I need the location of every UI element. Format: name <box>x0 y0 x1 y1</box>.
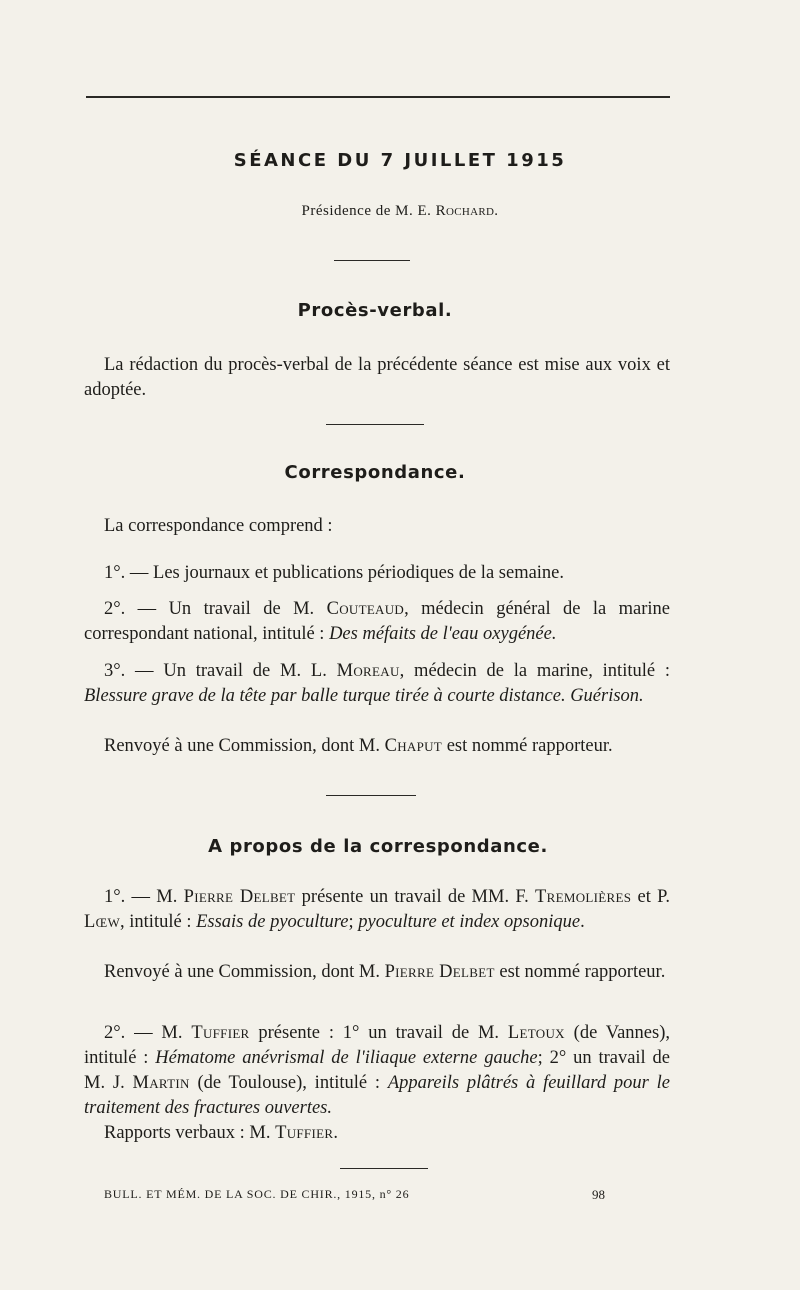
correspondance-item-3-referral <box>84 734 670 759</box>
work-title: Appareils plâtrés à feuillard pour le traitement des fractures ouvertes. <box>84 1073 670 1118</box>
rapporteur-name: Tuffier <box>275 1123 334 1143</box>
a-propos-item-1 <box>84 885 670 935</box>
work-title: Des méfaits de l'eau oxygénée. <box>329 624 557 644</box>
text-run: 2°. — Un travail de M. <box>104 599 327 619</box>
correspondance-intro: La correspondance comprend : <box>104 516 333 536</box>
a-propos-item-2 <box>84 1021 670 1121</box>
correspondance-item-2 <box>84 597 670 647</box>
author-name: Martin <box>132 1073 190 1093</box>
separator-rule <box>326 424 424 425</box>
author-name: Moreau <box>336 661 400 681</box>
text-run: 1°. — M. <box>104 887 184 907</box>
text-run: présente : 1° un travail de M. <box>249 1023 508 1043</box>
work-title: Essais de pyoculture <box>196 912 349 932</box>
presidence-prefix: Présidence de M. E. <box>301 203 436 219</box>
proces-verbal-text: La rédaction du procès-verbal de la précédente séance est mise aux voix et adoptée. <box>84 355 670 400</box>
footer-citation: BULL. ET MÉM. DE LA SOC. DE CHIR., 1915, n° 26 <box>104 1187 410 1201</box>
text-run: . <box>580 912 585 932</box>
text-run: Renvoyé à une Commission, dont M. <box>104 962 385 982</box>
separator-rule <box>334 260 410 261</box>
separator-rule <box>326 795 416 796</box>
presidence-suffix: . <box>494 203 499 219</box>
author-name: Pierre Delbet <box>183 887 296 907</box>
text-run: et P. <box>631 887 670 907</box>
a-propos-heading: A propos de la correspondance. <box>208 836 548 857</box>
text-run: ; <box>348 912 359 932</box>
page-number: 98 <box>592 1187 605 1202</box>
work-title: Blessure grave de la tête par balle turque tirée à courte distance. Guérison. <box>84 686 644 706</box>
text-run: ; 2° un travail de M. J. <box>84 1048 670 1093</box>
rapporteur-name: Chaput <box>384 736 443 756</box>
presidence-line <box>0 203 800 220</box>
author-name: Couteaud <box>326 599 405 619</box>
author-name: Tuffier <box>191 1023 250 1043</box>
presidence-name: Rochard <box>435 203 495 219</box>
top-rule <box>86 96 670 98</box>
seance-title: SÉANCE DU 7 JUILLET 1915 <box>233 150 567 171</box>
text-run: 3°. — Un travail de M. L. <box>104 661 337 681</box>
proces-verbal-heading: Procès-verbal. <box>297 300 453 321</box>
work-title: pyoculture et index opsonique <box>358 912 581 932</box>
a-propos-item-2-reports <box>84 1121 670 1146</box>
text-run: Renvoyé à une Commission, dont M. <box>104 736 385 756</box>
text-run: , intitulé : <box>120 912 197 932</box>
text-run: Rapports verbaux : M. <box>104 1123 276 1143</box>
text-run: , médecin général de la marine correspondant national, intitulé : <box>84 599 671 644</box>
text-run: . <box>333 1123 338 1143</box>
a-propos-item-1-referral <box>84 960 670 985</box>
author-name: Lœw <box>84 912 121 932</box>
correspondance-item-3 <box>84 659 670 709</box>
text-run: présente un travail de MM. F. <box>295 887 536 907</box>
rapporteur-name: Pierre Delbet <box>384 962 495 982</box>
text-run: 2°. — M. <box>104 1023 192 1043</box>
text-run: , médecin de la marine, intitulé : <box>399 661 670 681</box>
author-name: Letoux <box>507 1023 565 1043</box>
correspondance-heading: Correspondance. <box>284 462 466 483</box>
text-run: est nommé rapporteur. <box>442 736 613 756</box>
text-run: (de Vannes), intitulé : <box>84 1023 670 1068</box>
text-run: (de Toulouse), intitulé : <box>189 1073 388 1093</box>
separator-rule <box>340 1168 428 1169</box>
text-run: est nommé rapporteur. <box>494 962 666 982</box>
author-name: Tremolières <box>535 887 632 907</box>
correspondance-item-1: 1°. — Les journaux et publications périodiques de la semaine. <box>104 563 565 583</box>
work-title: Hématome anévrismal de l'iliaque externe gauche <box>155 1048 538 1068</box>
